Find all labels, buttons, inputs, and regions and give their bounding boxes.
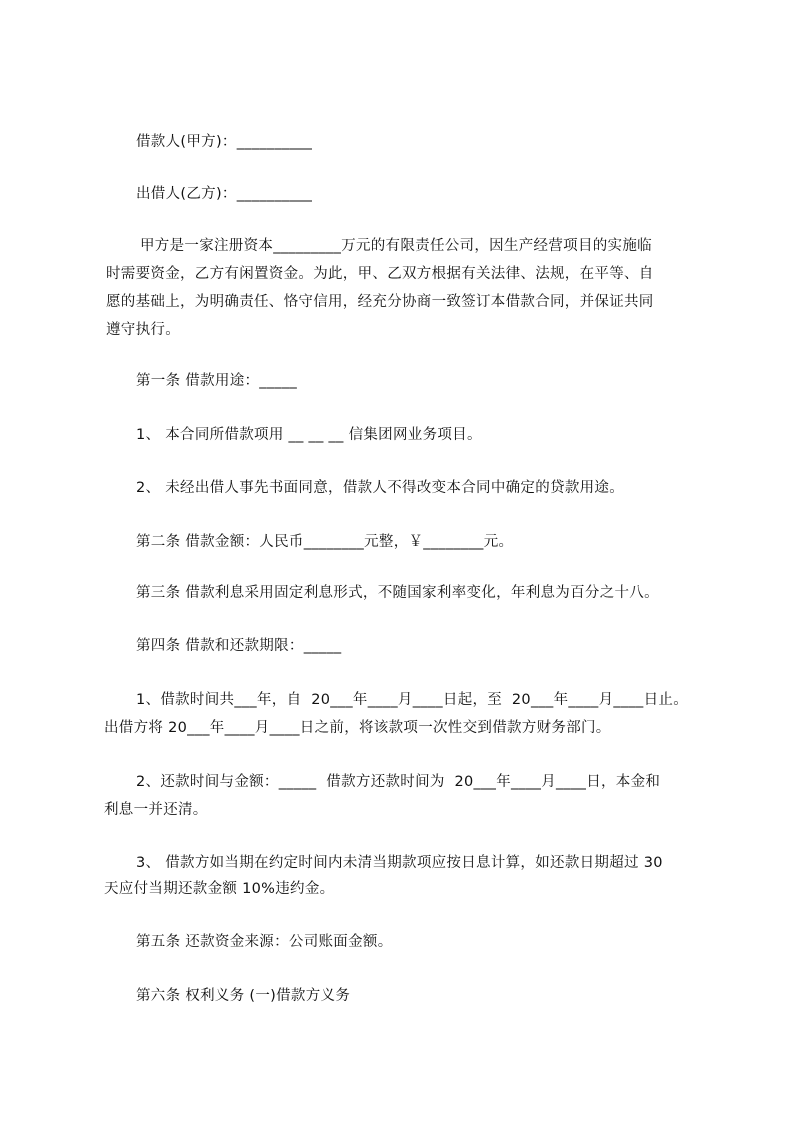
article-4-heading: 第四条 借款和还款期限：_____ bbox=[136, 638, 342, 654]
intro-line-4: 遵守执行。 bbox=[106, 322, 180, 338]
article-4-item-3-line-2: 天应付当期还款金额 10%违约金。 bbox=[104, 881, 335, 897]
article-3-heading: 第三条 借款利息采用固定利息形式，不随国家利率变化，年利息为百分之十八。 bbox=[136, 585, 659, 601]
article-4-item-2-line-1: 2、还款时间与金额：_____ 借款方还款时间为 20___年____月____日，本金和 bbox=[136, 774, 661, 790]
intro-line-3: 愿的基础上，为明确责任、恪守信用，经充分协商一致签订本借款合同，并保证共同 bbox=[106, 294, 654, 310]
article-2-heading: 第二条 借款金额：人民币________元整，￥________元。 bbox=[136, 534, 514, 550]
article-6-heading: 第六条 权利义务 (一)借款方义务 bbox=[136, 988, 351, 1004]
article-4-item-2-line-2: 利息一并还清。 bbox=[104, 802, 208, 818]
lender-line: 出借人(乙方)：__________ bbox=[136, 186, 313, 202]
article-4-item-1-line-1: 1、借款时间共___年，自 20___年____月____日起，至 20___年____月____日止。 bbox=[136, 692, 689, 708]
borrower-line: 借款人(甲方)：__________ bbox=[136, 134, 313, 150]
article-4-item-1-line-2: 出借方将 20___年____月____日之前，将该款项一次性交到借款方财务部门。 bbox=[104, 720, 611, 736]
article-1-heading: 第一条 借款用途：_____ bbox=[136, 373, 298, 389]
article-1-item-1: 1、 本合同所借款项用 __ __ __ 信集团网业务项目。 bbox=[136, 427, 482, 443]
article-4-item-3-line-1: 3、 借款方如当期在约定时间内未清当期款项应按日息计算，如还款日期超过 30 bbox=[136, 855, 663, 871]
intro-line-1: 甲方是一家注册资本_________万元的有限责任公司，因生产经营项目的实施临 bbox=[140, 238, 652, 254]
article-1-item-2: 2、 未经出借人事先书面同意，借款人不得改变本合同中确定的贷款用途。 bbox=[136, 480, 625, 496]
intro-line-2: 时需要资金，乙方有闲置资金。为此，甲、乙双方根据有关法律、法规，在平等、自 bbox=[106, 266, 654, 282]
article-5-heading: 第五条 还款资金来源：公司账面金额。 bbox=[136, 934, 393, 950]
